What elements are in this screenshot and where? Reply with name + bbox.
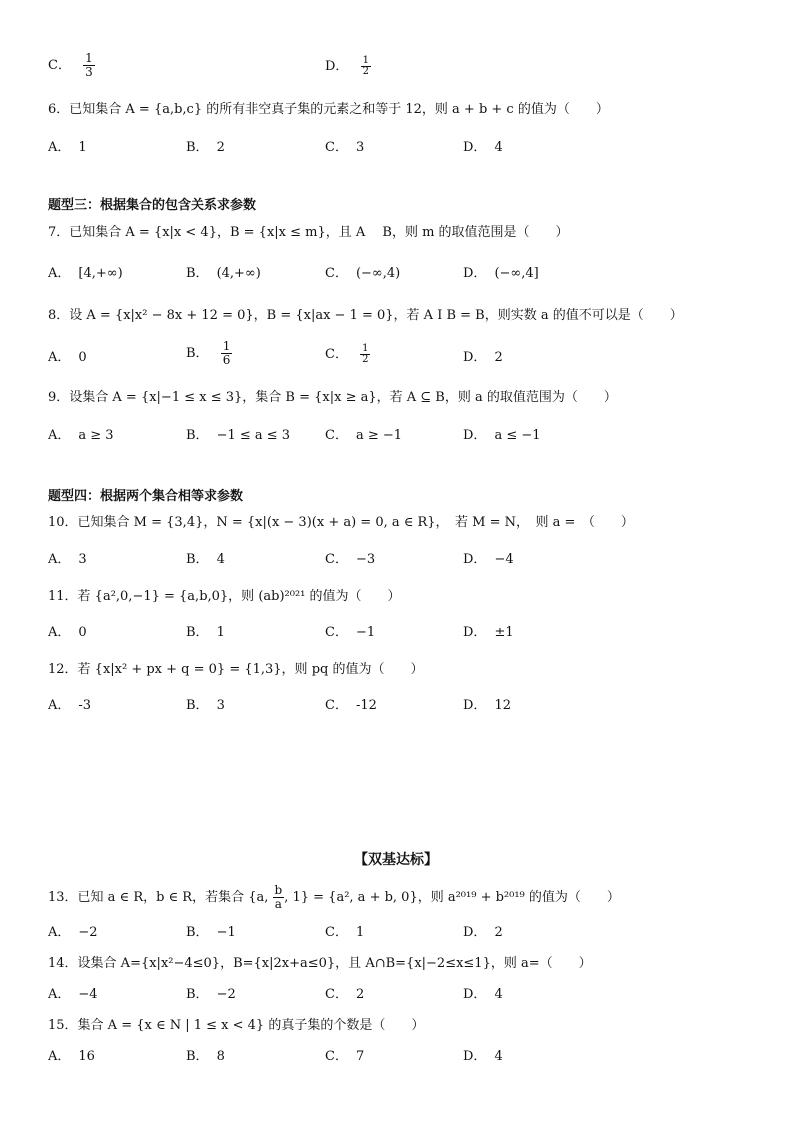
option-label: B． bbox=[186, 346, 209, 361]
option-text: 2 bbox=[494, 350, 503, 365]
option-text: 3 bbox=[78, 552, 87, 567]
question-8-stem: 8．设 A = {x|x² − 8x + 12 = 0}，B = {x|ax − 1 = 0}，若 A I B = B，则实数 a 的值不可以是（ ） bbox=[48, 308, 683, 323]
option-text: 8 bbox=[216, 1049, 225, 1064]
q9-option-a bbox=[48, 427, 114, 445]
option-label: B． bbox=[186, 625, 209, 640]
option-label: D． bbox=[463, 1049, 487, 1064]
question-7-stem: 7．已知集合 A = {x|x < 4}，B = {x|x ≤ m}，且 A B，则 m 的取值范围是（ ） bbox=[48, 225, 569, 240]
fraction bbox=[221, 340, 233, 367]
option-label: D． bbox=[463, 266, 487, 281]
option-text: -3 bbox=[78, 698, 92, 713]
option-text: a ≥ −1 bbox=[355, 428, 403, 443]
q8-option-a bbox=[48, 349, 87, 367]
option-text: −1 bbox=[216, 925, 236, 940]
q11-option-c bbox=[325, 624, 375, 642]
option-text: a ≥ 3 bbox=[78, 428, 114, 443]
option-label: A． bbox=[48, 350, 71, 365]
option-label: D． bbox=[463, 925, 487, 940]
q6-option-c bbox=[325, 139, 364, 157]
q15-option-c bbox=[325, 1048, 364, 1066]
question-10-stem: 10．已知集合 M = {3,4}，N = {x|(x − 3)(x + a) = 0, a ∈ R}， 若 M = N， 则 a = （ ） bbox=[48, 515, 634, 530]
q5-option-d bbox=[325, 56, 371, 77]
q9-option-b bbox=[186, 427, 290, 445]
option-text: 0 bbox=[78, 350, 87, 365]
option-text: 1 bbox=[355, 925, 365, 940]
option-label: C． bbox=[325, 347, 348, 362]
fraction-denominator: 6 bbox=[222, 353, 231, 367]
option-label: A． bbox=[48, 987, 71, 1002]
option-label: A． bbox=[48, 552, 71, 567]
q11-option-a bbox=[48, 624, 87, 642]
q13-option-b bbox=[186, 924, 236, 942]
q15-option-b bbox=[186, 1048, 225, 1066]
option-label: C． bbox=[325, 698, 348, 713]
option-label: B． bbox=[186, 140, 209, 155]
fraction-denominator: 2 bbox=[362, 66, 369, 77]
q7-option-b bbox=[186, 265, 261, 283]
question-6-stem: 6．已知集合 A = {a,b,c} 的所有非空真子集的元素之和等于 12，则 a + b + c 的值为（ ） bbox=[48, 102, 609, 117]
section-heading-4: 题型四：根据两个集合相等求参数 bbox=[48, 489, 244, 504]
option-text: 3 bbox=[216, 698, 225, 713]
option-label: C． bbox=[48, 58, 71, 73]
option-text: 4 bbox=[494, 987, 503, 1002]
q10-option-a bbox=[48, 551, 87, 569]
option-text: 1 bbox=[216, 625, 225, 640]
basic-practice-heading: 【双基达标】 bbox=[354, 852, 438, 868]
option-label: A． bbox=[48, 625, 71, 640]
option-label: A． bbox=[48, 428, 71, 443]
q11-option-d bbox=[463, 624, 514, 642]
option-text: (−∞,4) bbox=[355, 266, 401, 281]
q14-option-a bbox=[48, 986, 98, 1004]
fraction-numerator: 1 bbox=[222, 339, 231, 353]
option-text: 2 bbox=[355, 987, 365, 1002]
fraction-numerator: b bbox=[274, 883, 283, 897]
option-text: 3 bbox=[355, 140, 365, 155]
option-text: [4,+∞) bbox=[78, 266, 123, 281]
option-label: C． bbox=[325, 428, 348, 443]
option-label: D． bbox=[463, 987, 487, 1002]
question-11-stem: 11．若 {a²,0,−1} = {a,b,0}，则 (ab)²⁰²¹ 的值为（ ） bbox=[48, 589, 401, 604]
fraction bbox=[360, 344, 370, 365]
fraction-denominator: 3 bbox=[85, 65, 93, 79]
option-label: D． bbox=[463, 428, 487, 443]
fraction bbox=[273, 884, 285, 911]
option-text: −1 bbox=[355, 625, 376, 640]
stem-text: 13．已知 a ∈ R，b ∈ R，若集合 {a, bbox=[48, 890, 273, 905]
option-label: B． bbox=[186, 925, 209, 940]
q8-option-c bbox=[325, 344, 370, 365]
option-text: 12 bbox=[494, 698, 511, 713]
q8-option-b bbox=[186, 340, 232, 367]
option-label: C． bbox=[325, 625, 348, 640]
option-text: a ≤ −1 bbox=[494, 428, 541, 443]
option-label: D． bbox=[463, 350, 487, 365]
q7-option-d bbox=[463, 265, 539, 283]
option-text: ±1 bbox=[494, 625, 514, 640]
option-text: 2 bbox=[494, 925, 503, 940]
question-12-stem: 12．若 {x|x² + px + q = 0} = {1,3}，则 pq 的值为（ ） bbox=[48, 662, 424, 677]
q13-option-a bbox=[48, 924, 98, 942]
q14-option-b bbox=[186, 986, 236, 1004]
option-label: B． bbox=[186, 428, 209, 443]
option-text: −4 bbox=[494, 552, 514, 567]
option-label: A． bbox=[48, 925, 71, 940]
fraction bbox=[83, 52, 95, 79]
option-label: C． bbox=[325, 552, 348, 567]
q14-option-d bbox=[463, 986, 503, 1004]
fraction-numerator: 1 bbox=[362, 55, 369, 66]
option-label: C． bbox=[325, 925, 348, 940]
q5-option-c bbox=[48, 52, 95, 79]
option-label: B． bbox=[186, 698, 209, 713]
option-label: B． bbox=[186, 266, 209, 281]
fraction-denominator: a bbox=[274, 897, 282, 911]
option-text: 0 bbox=[78, 625, 87, 640]
fraction-denominator: 2 bbox=[362, 354, 369, 365]
stem-text: , 1} = {a², a + b, 0}，则 a²⁰¹⁹ + b²⁰¹⁹ 的值为（ ） bbox=[284, 890, 620, 905]
q14-option-c bbox=[325, 986, 364, 1004]
section-heading-3: 题型三：根据集合的包含关系求参数 bbox=[48, 198, 257, 213]
option-label: C． bbox=[325, 987, 348, 1002]
option-label: A． bbox=[48, 140, 71, 155]
q13-option-c bbox=[325, 924, 364, 942]
option-label: A． bbox=[48, 698, 71, 713]
option-text: 7 bbox=[355, 1049, 365, 1064]
option-label: D． bbox=[325, 59, 349, 74]
option-label: D． bbox=[463, 140, 487, 155]
q9-option-c bbox=[325, 427, 402, 445]
question-9-stem: 9．设集合 A = {x|−1 ≤ x ≤ 3}，集合 B = {x|x ≥ a}，若 A ⊆ B，则 a 的取值范围为（ ） bbox=[48, 390, 617, 405]
option-label: A． bbox=[48, 266, 71, 281]
q8-option-d bbox=[463, 349, 503, 367]
option-label: B． bbox=[186, 552, 209, 567]
option-text: (4,+∞) bbox=[216, 266, 261, 281]
q15-option-a bbox=[48, 1048, 95, 1066]
q12-option-b bbox=[186, 697, 225, 715]
option-text: −2 bbox=[78, 925, 98, 940]
option-label: C． bbox=[325, 140, 348, 155]
q9-option-d bbox=[463, 427, 541, 445]
q7-option-c bbox=[325, 265, 400, 283]
fraction-numerator: 1 bbox=[85, 51, 93, 65]
option-text: −3 bbox=[355, 552, 376, 567]
q11-option-b bbox=[186, 624, 225, 642]
q10-option-d bbox=[463, 551, 514, 569]
q6-option-a bbox=[48, 139, 87, 157]
option-label: C． bbox=[325, 1049, 348, 1064]
option-label: A． bbox=[48, 1049, 71, 1064]
option-text: 4 bbox=[216, 552, 225, 567]
fraction-numerator: 1 bbox=[362, 343, 369, 354]
option-text: 16 bbox=[78, 1049, 95, 1064]
option-label: B． bbox=[186, 987, 209, 1002]
option-text: −2 bbox=[216, 987, 236, 1002]
option-text: -12 bbox=[355, 698, 377, 713]
option-text: −4 bbox=[78, 987, 98, 1002]
q15-option-d bbox=[463, 1048, 503, 1066]
fraction bbox=[361, 56, 371, 77]
q6-option-b bbox=[186, 139, 225, 157]
q10-option-b bbox=[186, 551, 225, 569]
q12-option-a bbox=[48, 697, 91, 715]
q12-option-c bbox=[325, 697, 377, 715]
q13-option-d bbox=[463, 924, 503, 942]
question-14-stem: 14．设集合 A={x|x²−4≤0}，B={x|2x+a≤0}，且 A∩B={x|−2≤x≤1}，则 a=（ ） bbox=[48, 956, 592, 971]
option-label: D． bbox=[463, 552, 487, 567]
q12-option-d bbox=[463, 697, 511, 715]
option-label: D． bbox=[463, 698, 487, 713]
q6-option-d bbox=[463, 139, 503, 157]
question-15-stem: 15．集合 A = {x ∈ N | 1 ≤ x < 4} 的真子集的个数是（ ） bbox=[48, 1018, 425, 1033]
option-text: 2 bbox=[216, 140, 225, 155]
q7-option-a bbox=[48, 265, 123, 283]
option-text: −1 ≤ a ≤ 3 bbox=[216, 428, 291, 443]
option-label: C． bbox=[325, 266, 348, 281]
option-label: B． bbox=[186, 1049, 209, 1064]
option-label: D． bbox=[463, 625, 487, 640]
option-text: 4 bbox=[494, 140, 503, 155]
q10-option-c bbox=[325, 551, 375, 569]
option-text: 4 bbox=[494, 1049, 503, 1064]
option-text: (−∞,4] bbox=[494, 266, 539, 281]
question-13-stem bbox=[48, 884, 620, 911]
option-text: 1 bbox=[78, 140, 87, 155]
